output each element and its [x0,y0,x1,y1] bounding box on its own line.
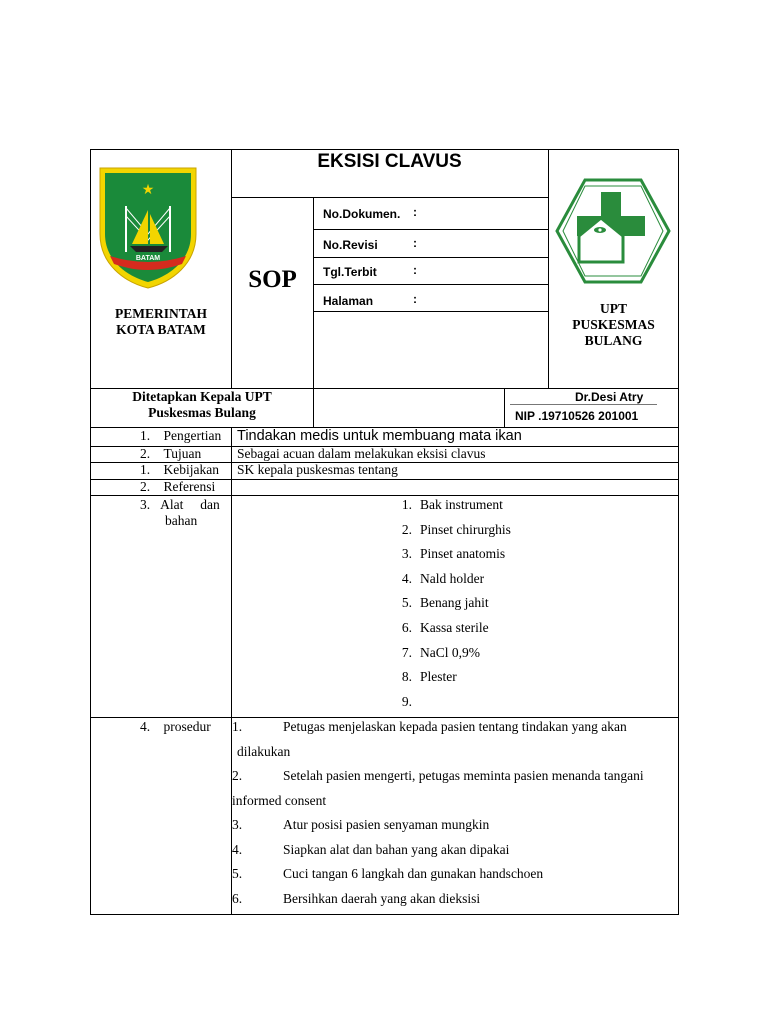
row-referensi-label: 2. Referensi [140,479,216,494]
row-prosedur-label: 4. prosedur [140,719,211,734]
list-item: 5. Benang jahit [401,595,489,611]
field-no-dokumen: No.Dokumen. : [323,205,417,221]
list-item-continuation: dilakukan [237,743,291,759]
batam-emblem-logo [96,164,200,290]
puskesmas-logo [555,178,671,284]
field-tgl-terbit: Tgl.Terbit : [323,263,417,279]
list-item: 7. NaCl 0,9% [401,644,480,660]
signature-underline [510,404,657,405]
row-pengertian-label: 1. Pengertian [140,428,222,443]
row-alat-label: 3. Alat dan bahan [140,497,220,528]
row-kebijakan-label: 1. Kebijakan [140,462,219,477]
gov-name: PEMERINTAH KOTA BATAM [114,306,207,337]
document-title: EKSISI CLAVUS [317,151,462,172]
list-item: 1. Bak instrument [401,497,503,512]
list-item: 2. Setelah pasien mengerti, petugas meminta pasien menanda tangani [232,768,644,783]
field-halaman: Halaman : [323,292,417,308]
row-tujuan-value: Sebagai acuan dalam melakukan eksisi clavus [237,446,486,461]
list-item: 3. Pinset anatomis [401,546,506,562]
list-item: 1. Petugas menjelaskan kepada pasien tentang tindakan yang akan [232,719,627,734]
row-pengertian-value: Tindakan medis untuk membuang mata ikan [237,428,522,444]
row-tujuan-label: 2. Tujuan [140,446,202,461]
signer-name: Dr.Desi Atry [575,390,644,404]
sop-label: SOP [248,266,297,293]
field-no-revisi: No.Revisi : [323,236,417,252]
list-item: 6. Kassa sterile [401,619,489,635]
row-kebijakan-value: SK kepala puskesmas tentang [237,462,398,477]
alat-bahan-list [390,497,670,718]
signer-nip: NIP .19710526 201001 [515,409,639,423]
org-name: UPT PUSKESMAS BULANG [572,301,655,348]
list-item: 2. Pinset chirurghis [401,521,511,537]
list-item: 9. [401,693,412,709]
list-item: 8. Plester [401,669,457,685]
list-item: 4. Siapkan alat dan bahan yang akan dipakai [232,841,510,857]
svg-text:★: ★ [141,182,155,198]
list-item: 6. Bersihkan daerah yang akan dieksisi [232,890,481,906]
list-item: 4. Nald holder [401,570,485,586]
emblem-banner-text: BATAM [135,255,161,262]
list-item-continuation: informed consent [232,792,327,808]
list-item: 3. Atur posisi pasien senyaman mungkin [232,817,490,832]
prosedur-steps [232,719,672,915]
ditetapkan-label: Ditetapkan Kepala UPT Puskesmas Bulang [132,389,272,420]
list-item: 5. Cuci tangan 6 langkah dan gunakan handschoen [232,866,544,881]
